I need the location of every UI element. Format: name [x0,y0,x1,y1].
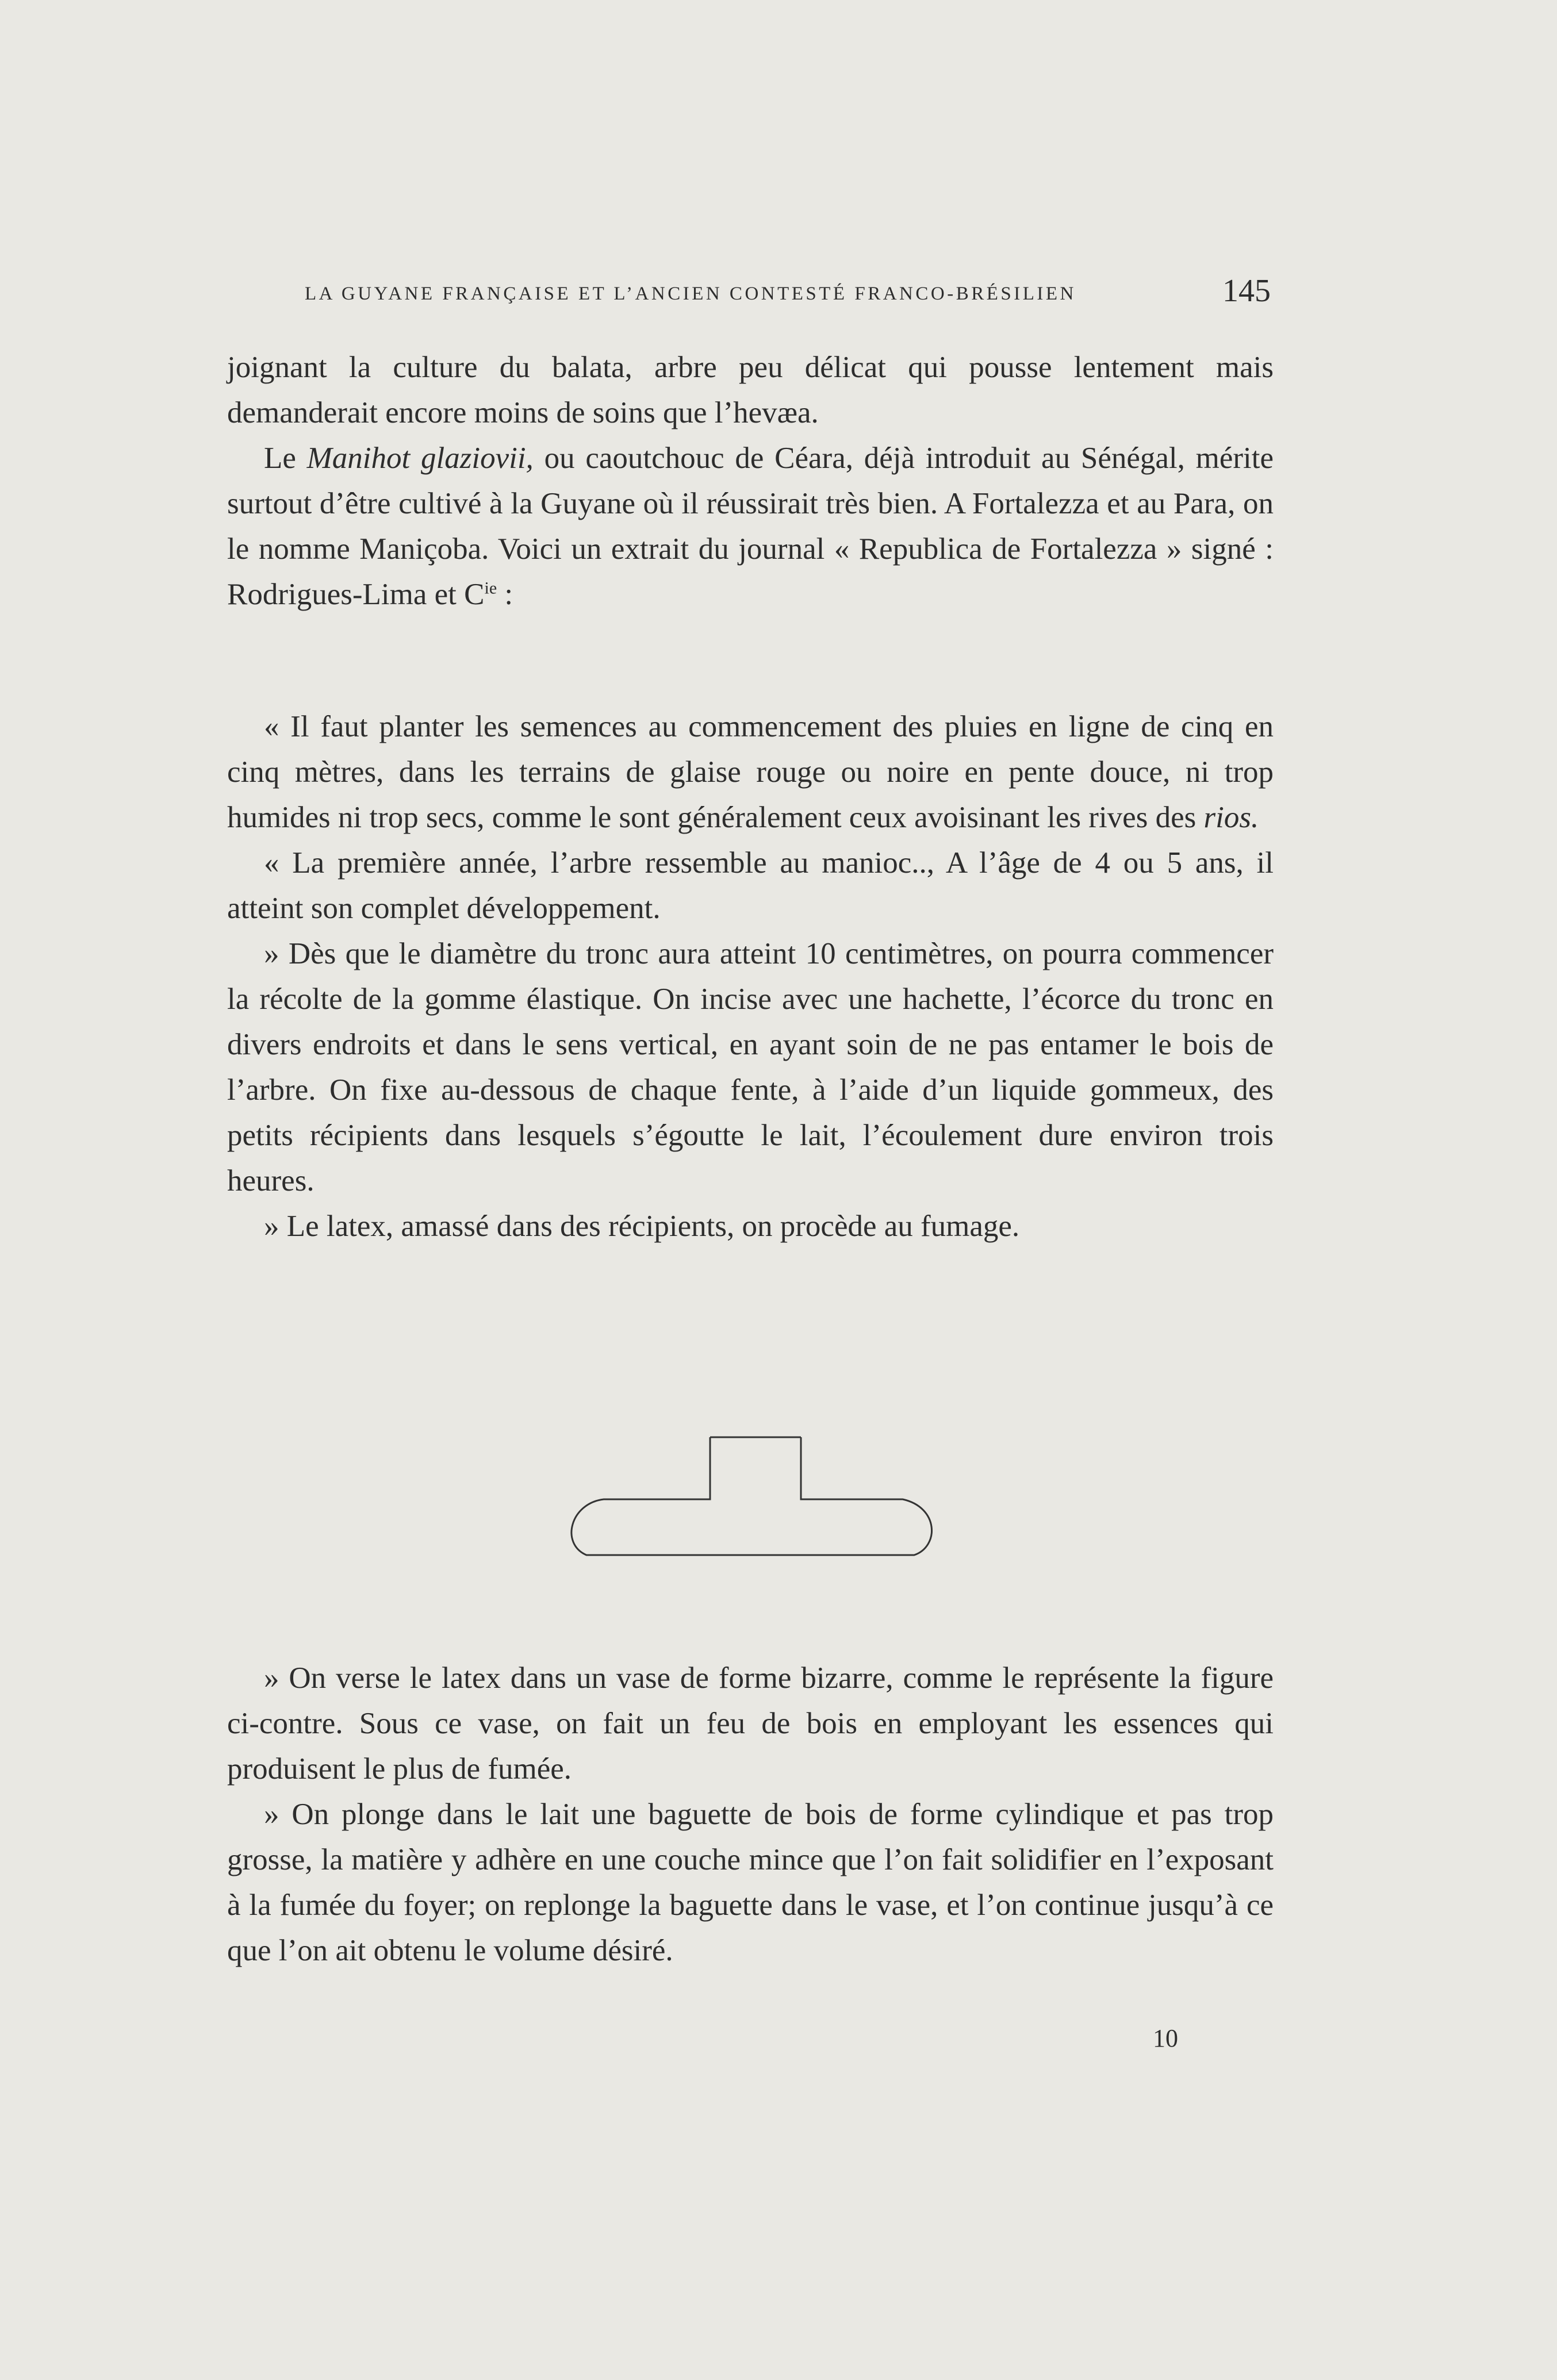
signature-mark: 10 [1153,2024,1178,2052]
quote-paragraph-baguette: » On plonge dans le lait une baguette de bois de forme cylindique et pas trop grosse, la matière y adhère en une couche mince que l’on fait solidifier en l’exposant à la fumée du foyer; on replonge la baguette dans le vase, et l’on continue jusqu’à ce que l’on ait obtenu le volume désiré. [227,1798,1274,1967]
paragraph-balata: joignant la culture du balata, arbre peu délicat qui pousse lentement mais demanderait encore moins de soins que l’hevæa. [227,351,1274,429]
running-title: LA GUYANE FRANÇAISE ET L’ANCIEN CONTESTÉ FRANCO-BRÉSILIEN [305,283,1076,304]
vase-outline [572,1437,932,1555]
vase-figure [563,1431,943,1564]
rios-word: rios. [1203,801,1259,834]
quote-paragraph-first-year: « La première année, l’arbre ressemble au manioc.., A l’âge de 4 ou 5 ans, il atteint son complet développement. [227,846,1274,925]
text-block-smoking [227,1656,1274,1974]
quote-paragraph-latex: » Le latex, amassé dans des récipients, on procède au fumage. [264,1210,1020,1243]
running-header [305,270,1271,310]
text-block-intro [227,345,1274,617]
paragraph-manihot-text: ou caoutchouc de Céara, déjà introduit au Sénégal, mérite surtout d’être cultivé à la Guyane où il réussirait très bien. A Fortalezza et au Para, on le nomme Maniçoba. Voici un extrait du journal « Republica de Fortalezza » signé : Rodrigues-Lima et C [227,442,1274,611]
company-abbrev-sup: ie [484,578,497,598]
text-block-quotation [227,704,1274,1249]
paragraph-manihot-start: Le [264,442,307,475]
quote-paragraph-harvest: » Dès que le diamètre du tronc aura atteint 10 centimètres, on pourra commencer la récolte de la gomme élastique. On incise avec une hachette, l’écorce du tronc en divers endroits et dans le sens vertical, en ayant soin de ne pas entamer le bois de l’arbre. On fixe au-dessous de chaque fente, à l’aide d’un liquide gommeux, des petits récipients dans lesquels s’égoutte le lait, l’écoulement dure environ trois heures. [227,937,1274,1197]
species-name: Manihot glaziovii, [306,442,534,475]
quote-paragraph-vase: » On verse le latex dans un vase de forme bizarre, comme le représente la figure ci-contre. Sous ce vase, on fait un feu de bois en employant les essences qui produisent le plus de fumée. [227,1661,1274,1786]
page-number: 145 [1222,273,1271,309]
paragraph-manihot-end: : [497,578,513,611]
quote-planting-text: « Il faut planter les semences au commencement des pluies en ligne de cinq en cinq mètres, dans les terrains de glaise rouge ou noire en pente douce, ni trop humides ni trop secs, comme le sont généralement ceux avoisinant les rives des [227,710,1274,834]
quote-paragraph-planting [227,704,1274,840]
paragraph-manihot [227,436,1274,617]
